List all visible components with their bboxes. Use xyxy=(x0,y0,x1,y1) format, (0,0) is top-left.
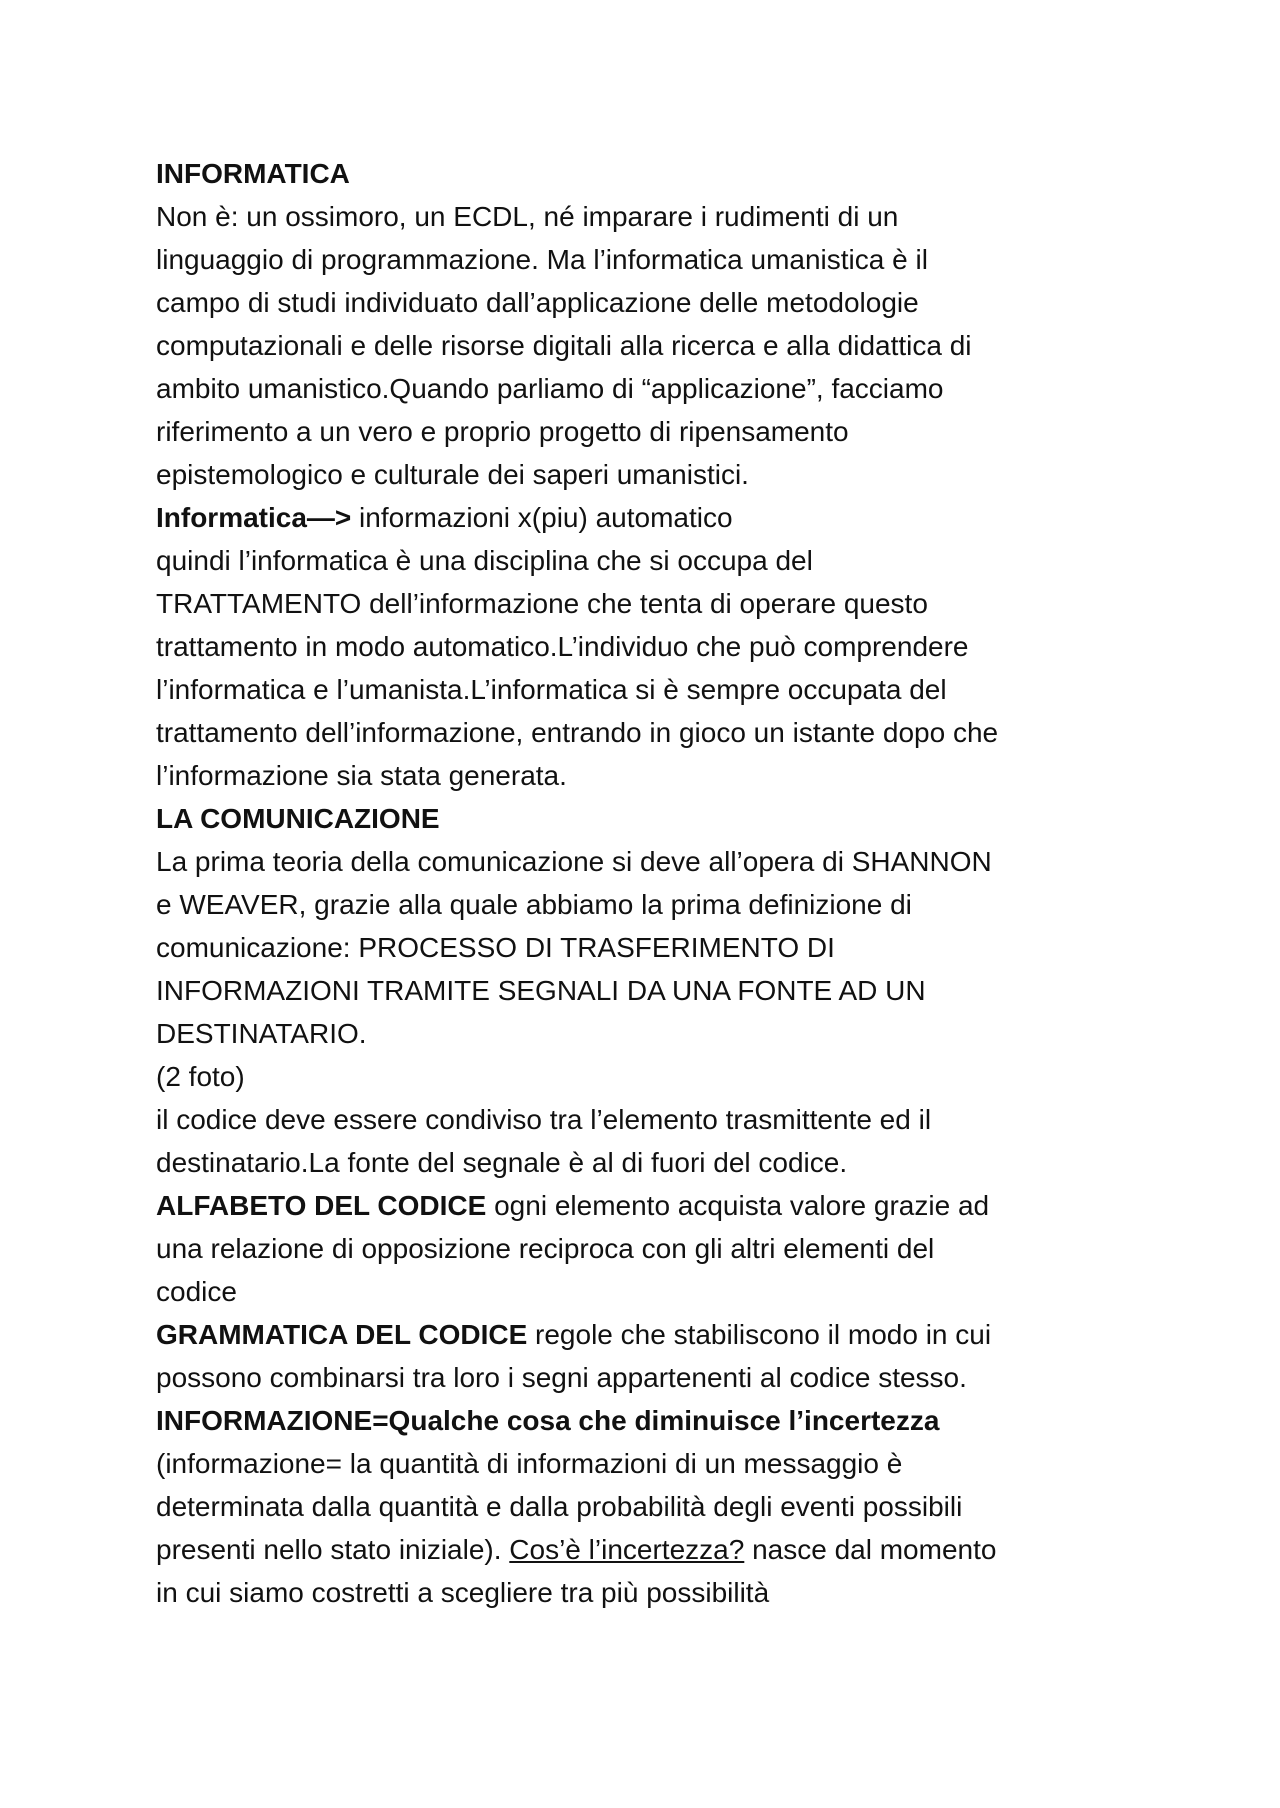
heading-text: Informatica—> xyxy=(156,502,352,533)
body-text: La prima teoria della comunicazione si deve all’opera di SHANNON xyxy=(156,846,992,877)
text-line xyxy=(156,1442,1156,1485)
text-line xyxy=(156,883,1156,926)
text-line xyxy=(156,1485,1156,1528)
text-line xyxy=(156,1399,1156,1442)
body-text: riferimento a un vero e proprio progetto di ripensamento xyxy=(156,416,849,447)
text-line xyxy=(156,1571,1156,1614)
body-text: epistemologico e culturale dei saperi umanistici. xyxy=(156,459,749,490)
text-line xyxy=(156,1528,1156,1571)
text-line xyxy=(156,1055,1156,1098)
body-text: possono combinarsi tra loro i segni appartenenti al codice stesso. xyxy=(156,1362,967,1393)
body-text: una relazione di opposizione reciproca con gli altri elementi del xyxy=(156,1233,935,1264)
text-line xyxy=(156,1012,1156,1055)
text-line xyxy=(156,1227,1156,1270)
body-text: ogni elemento acquista valore grazie ad xyxy=(486,1190,990,1221)
text-line xyxy=(156,195,1156,238)
text-line xyxy=(156,324,1156,367)
text-line xyxy=(156,625,1156,668)
body-text: nasce dal momento xyxy=(744,1534,997,1565)
text-line xyxy=(156,1313,1156,1356)
text-line xyxy=(156,582,1156,625)
body-text: regole che stabiliscono il modo in cui xyxy=(527,1319,992,1350)
body-text: presenti nello stato iniziale). xyxy=(156,1534,510,1565)
text-line xyxy=(156,152,1156,195)
text-line xyxy=(156,1356,1156,1399)
heading-text: LA COMUNICAZIONE xyxy=(156,803,440,834)
document-body xyxy=(156,152,1156,1614)
text-line xyxy=(156,926,1156,969)
body-text: ambito umanistico.Quando parliamo di “applicazione”, facciamo xyxy=(156,373,944,404)
text-line xyxy=(156,1184,1156,1227)
body-text: destinatario.La fonte del segnale è al di fuori del codice. xyxy=(156,1147,848,1178)
heading-text: INFORMATICA xyxy=(156,158,350,189)
text-line xyxy=(156,754,1156,797)
body-text: trattamento in modo automatico.L’individuo che può comprendere xyxy=(156,631,969,662)
body-text: codice xyxy=(156,1276,237,1307)
text-line xyxy=(156,496,1156,539)
body-text: quindi l’informatica è una disciplina che si occupa del xyxy=(156,545,813,576)
body-text: determinata dalla quantità e dalla probabilità degli eventi possibili xyxy=(156,1491,963,1522)
body-text: l’informatica e l’umanista.L’informatica si è sempre occupata del xyxy=(156,674,947,705)
body-text: in cui siamo costretti a scegliere tra più possibilità xyxy=(156,1577,770,1608)
text-line xyxy=(156,1141,1156,1184)
body-text: e WEAVER, grazie alla quale abbiamo la prima definizione di xyxy=(156,889,912,920)
body-text: INFORMAZIONI TRAMITE SEGNALI DA UNA FONTE AD UN xyxy=(156,975,926,1006)
text-line xyxy=(156,840,1156,883)
text-line xyxy=(156,969,1156,1012)
heading-text: INFORMAZIONE=Qualche cosa che diminuisce l’incertezza xyxy=(156,1405,940,1436)
body-text: informazioni x(piu) automatico xyxy=(351,502,733,533)
text-line xyxy=(156,797,1156,840)
body-text: l’informazione sia stata generata. xyxy=(156,760,567,791)
text-line xyxy=(156,539,1156,582)
body-text: trattamento dell’informazione, entrando in gioco un istante dopo che xyxy=(156,717,999,748)
body-text: campo di studi individuato dall’applicazione delle metodologie xyxy=(156,287,919,318)
text-line xyxy=(156,281,1156,324)
body-text: Non è: un ossimoro, un ECDL, né imparare i rudimenti di un xyxy=(156,201,899,232)
body-text: il codice deve essere condiviso tra l’elemento trasmittente ed il xyxy=(156,1104,932,1135)
heading-text: ALFABETO DEL CODICE xyxy=(156,1190,487,1221)
body-text: comunicazione: PROCESSO DI TRASFERIMENTO DI xyxy=(156,932,835,963)
text-line xyxy=(156,1270,1156,1313)
body-text: TRATTAMENTO dell’informazione che tenta di operare questo xyxy=(156,588,928,619)
body-text: computazionali e delle risorse digitali alla ricerca e alla didattica di xyxy=(156,330,972,361)
body-text: (2 foto) xyxy=(156,1061,245,1092)
text-line xyxy=(156,668,1156,711)
heading-text: GRAMMATICA DEL CODICE xyxy=(156,1319,528,1350)
text-line xyxy=(156,238,1156,281)
underlined-text: Cos’è l’incertezza? xyxy=(509,1534,745,1565)
body-text: linguaggio di programmazione. Ma l’informatica umanistica è il xyxy=(156,244,928,275)
text-line xyxy=(156,410,1156,453)
text-line xyxy=(156,711,1156,754)
body-text: (informazione= la quantità di informazioni di un messaggio è xyxy=(156,1448,903,1479)
text-line xyxy=(156,1098,1156,1141)
text-line xyxy=(156,367,1156,410)
text-line xyxy=(156,453,1156,496)
body-text: DESTINATARIO. xyxy=(156,1018,367,1049)
